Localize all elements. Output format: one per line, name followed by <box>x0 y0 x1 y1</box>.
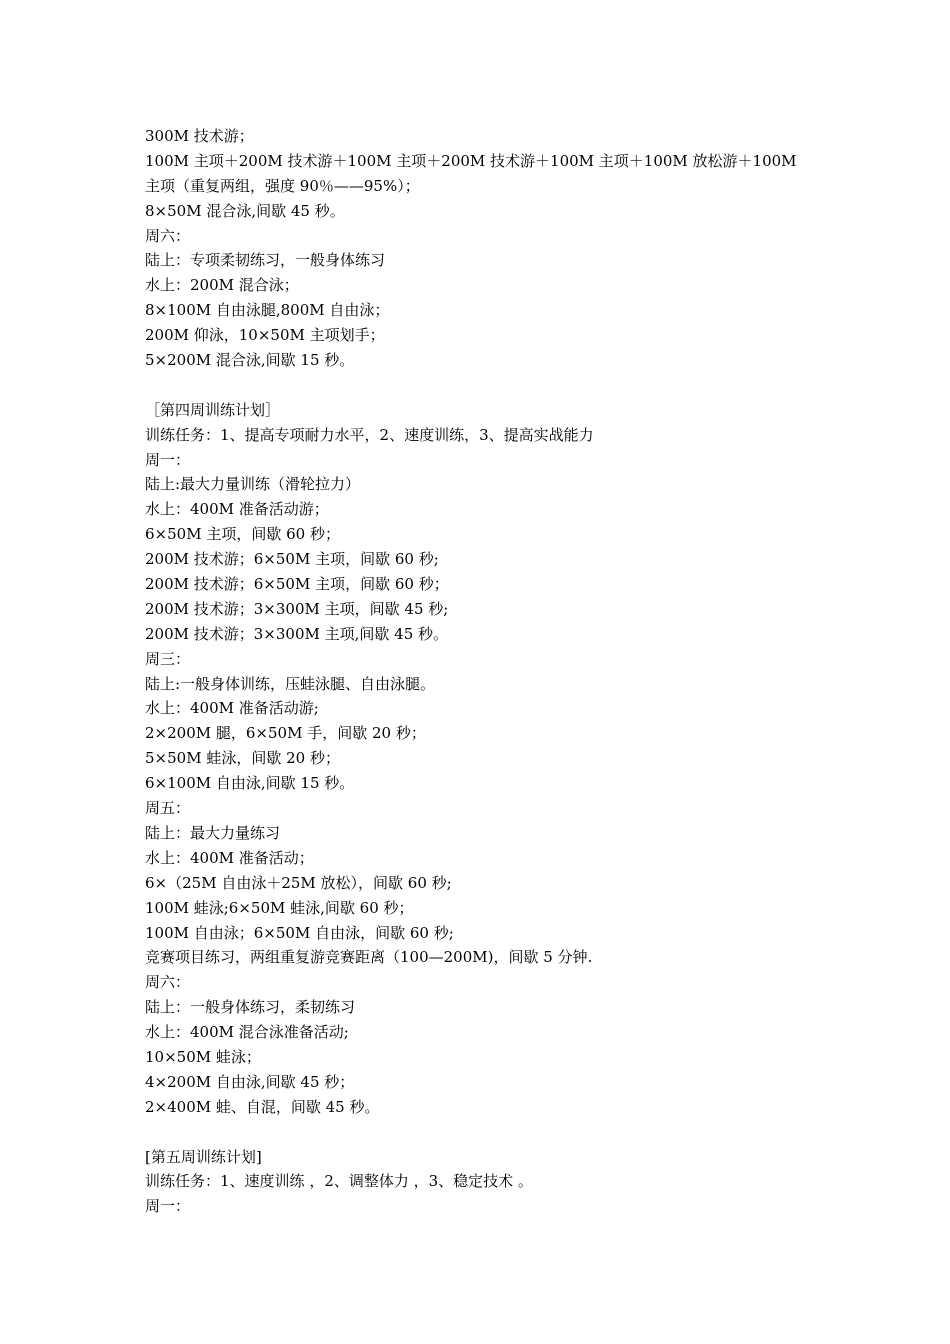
text-line: 训练任务：1、提高专项耐力水平，2、速度训练，3、提高实战能力 <box>145 425 594 444</box>
text-line: 周六： <box>145 226 191 245</box>
text-line: 200M 仰泳，10×50M 主项划手； <box>145 326 385 345</box>
text-line: 水上：400M 准备活动游; <box>145 699 319 718</box>
text-line: 100M 蛙泳;6×50M 蛙泳,间歇 60 秒； <box>145 898 414 917</box>
text-line: 300M 技术游； <box>145 127 254 145</box>
text-line: 陆上:最大力量训练（滑轮拉力） <box>145 475 361 494</box>
text-line: 竞赛项目练习，两组重复游竞赛距离（100—200M)，间歇 5 分钟. <box>145 948 593 967</box>
blank-line <box>145 1120 835 1145</box>
document-body <box>145 124 835 1219</box>
text-line: 6×50M 主项，间歇 60 秒； <box>145 525 340 544</box>
text-line: 10×50M 蛙泳； <box>145 1047 261 1066</box>
text-line: 6×100M 自由泳,间歇 15 秒。 <box>145 774 355 793</box>
text-line: 5×50M 蛙泳，间歇 20 秒； <box>145 749 340 768</box>
text-line: 200M 技术游；3×300M 主项，间歇 45 秒; <box>145 599 449 618</box>
text-line: 100M 自由泳；6×50M 自由泳，间歇 60 秒; <box>145 923 454 942</box>
text-line: 水上：400M 混合泳准备活动; <box>145 1023 349 1042</box>
text-line: 周一： <box>145 1197 191 1216</box>
text-line: 水上：400M 准备活动游； <box>145 500 329 519</box>
text-line: 水上：400M 准备活动； <box>145 848 314 867</box>
week3-continuation <box>145 124 835 373</box>
text-line: 200M 技术游；3×300M 主项,间歇 45 秒。 <box>145 624 449 643</box>
text-line: 训练任务：1、速度训练 ，2、调整体力 ，3、稳定技术 。 <box>145 1172 533 1191</box>
text-line: 周三： <box>145 649 191 668</box>
text-line: 200M 技术游；6×50M 主项，间歇 60 秒； <box>145 575 449 594</box>
text-line: 陆上：一般身体练习，柔韧练习 <box>145 998 356 1017</box>
text-line: 水上：200M 混合泳； <box>145 276 299 295</box>
text-line: 8×50M 混合泳,间歇 45 秒。 <box>145 201 345 220</box>
blank-line <box>145 373 835 398</box>
week4-plan <box>145 398 835 1120</box>
text-line: 8×100M 自由泳腿,800M 自由泳； <box>145 301 390 320</box>
text-line: 200M 技术游；6×50M 主项，间歇 60 秒; <box>145 550 439 569</box>
week5-plan <box>145 1145 835 1220</box>
text-line: ［第四周训练计划］ <box>145 400 281 419</box>
text-line: 2×400M 蛙、自混，间歇 45 秒。 <box>145 1097 380 1116</box>
text-line: 2×200M 腿，6×50M 手，间歇 20 秒； <box>145 724 426 743</box>
text-line: 陆上：专项柔韧练习，一般身体练习 <box>145 251 386 270</box>
text-line: [第五周训练计划] <box>145 1147 262 1166</box>
text-line: 4×200M 自由泳,间歇 45 秒； <box>145 1072 355 1091</box>
text-line: 陆上：最大力量练习 <box>145 823 281 842</box>
text-line: 周五： <box>145 799 191 818</box>
text-line: 周一： <box>145 450 191 469</box>
text-line: 主项（重复两组，强度 90％——95%）； <box>145 176 420 195</box>
text-line: 6×（25M 自由泳＋25M 放松），间歇 60 秒; <box>145 873 452 892</box>
text-line: 周六： <box>145 973 191 992</box>
text-line: 陆上:一般身体训练，压蛙泳腿、自由泳腿。 <box>145 674 436 693</box>
text-line: 5×200M 混合泳,间歇 15 秒。 <box>145 351 355 370</box>
text-line: 100M 主项＋200M 技术游＋100M 主项＋200M 技术游＋100M 主项＋100M 放松游＋100M <box>145 151 797 170</box>
